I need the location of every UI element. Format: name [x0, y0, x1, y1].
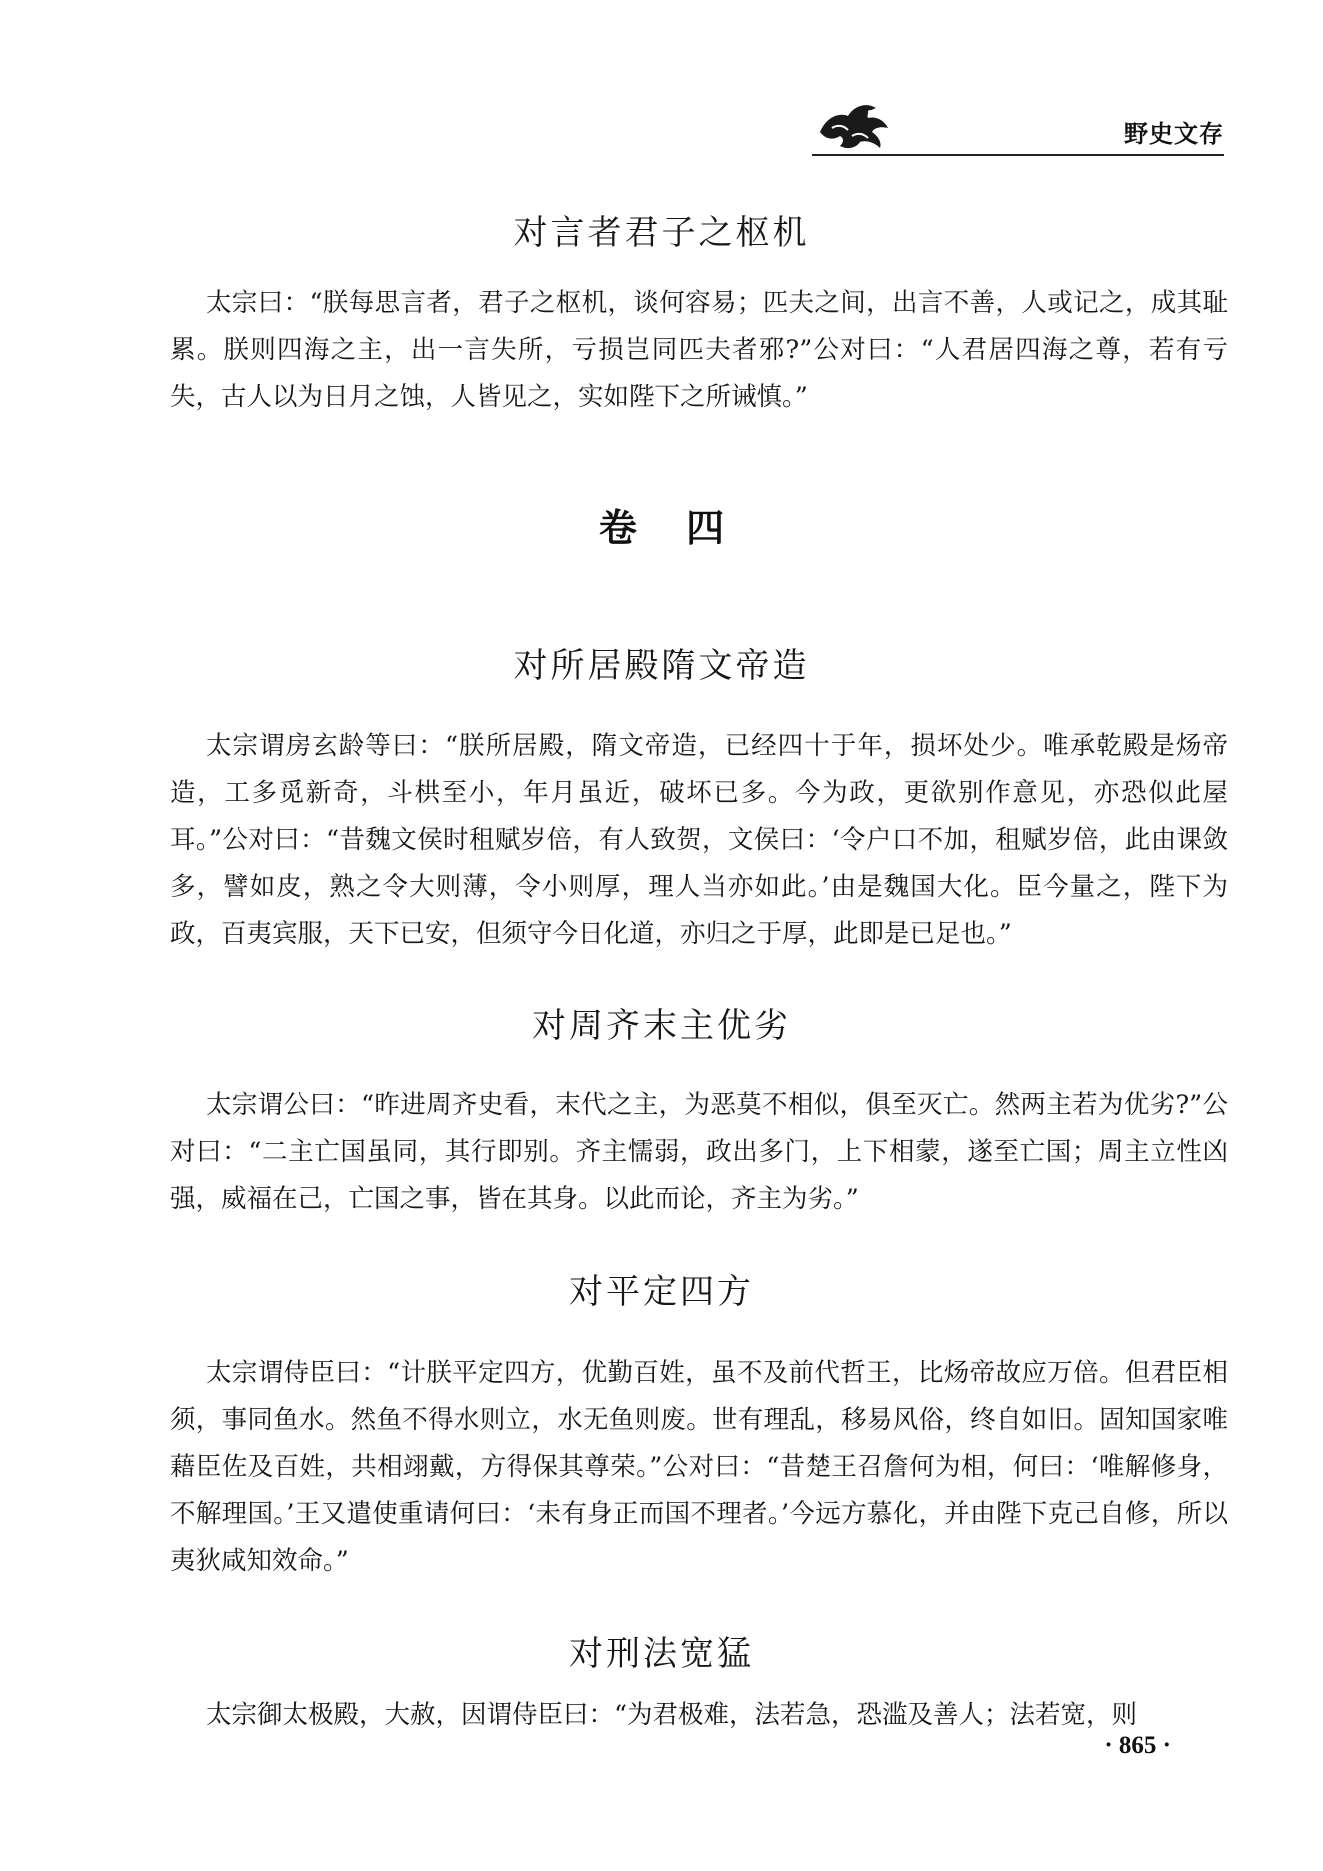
- section-title: 对所居殿隋文帝造: [513, 646, 810, 686]
- section-paragraph: 太宗谓房玄龄等曰：“朕所居殿，隋文帝造，已经四十于年，损坏处少。唯承乾殿是炀帝造，工多觅新奇，斗栱至小，年月虽近，破坏已多。今为政，更欲别作意见，亦恐似此屋耳。”公对曰：“昔魏文侯时租赋岁倍，有人致贺，文侯曰：‘令户口不加，租赋岁倍，此由课敛多，譬如皮，熟之令大则薄，令小则厚，理人当亦如此。’由是魏国大化。臣今量之，陛下为政，百夷宾服，天下已安，但须守今日化道，亦归之于厚，此即是已足也。”: [170, 731, 1228, 949]
- section-title: 对平定四方: [569, 1272, 754, 1312]
- page-number: · 865 ·: [1104, 1732, 1171, 1759]
- volume-heading: 卷 四: [598, 506, 725, 550]
- dragon-logo-icon: [812, 92, 894, 152]
- section-paragraph: 太宗谓侍臣曰：“计朕平定四方，优勤百姓，虽不及前代哲王，比炀帝故应万倍。但君臣相须，事同鱼水。然鱼不得水则立，水无鱼则废。世有理乱，移易风俗，终自如旧。固知国家唯藉臣佐及百姓，共相翊戴，方得保其尊荣。”公对曰：“昔楚王召詹何为相，何曰：‘唯解修身，不解理国。’王又遣使重请何曰：‘未有身正而国不理者。’今远方慕化，并由陛下克己自修，所以夷狄咸知效命。”: [170, 1358, 1228, 1576]
- running-header: [812, 92, 1224, 162]
- header-rule: [812, 154, 1224, 156]
- section-title: 对周齐末主优劣: [532, 1006, 791, 1046]
- section-paragraph: 太宗曰：“朕每思言者，君子之枢机，谈何容易；匹夫之间，出言不善，人或记之，成其耻累。朕则四海之主，出一言失所，亏损岂同匹夫者邪?”公对曰：“人君居四海之尊，若有亏失，古人以为日月之蚀，人皆见之，实如陛下之所诫慎。”: [170, 288, 1228, 412]
- section-paragraph: 太宗御太极殿，大赦，因谓侍臣曰：“为君极难，法若急，恐滥及善人；法若宽，则: [206, 1700, 1138, 1730]
- section-title: 对刑法宽猛: [569, 1634, 754, 1674]
- section-title: 对言者君子之枢机: [513, 213, 810, 253]
- series-title: 野史文存: [1124, 120, 1224, 148]
- section-paragraph: 太宗谓公曰：“昨进周齐史看，末代之主，为恶莫不相似，俱至灭亡。然两主若为优劣?”公对曰：“二主亡国虽同，其行即别。齐主懦弱，政出多门，上下相蒙，遂至亡国；周主立性凶强，威福在己，亡国之事，皆在其身。以此而论，齐主为劣。”: [170, 1090, 1228, 1214]
